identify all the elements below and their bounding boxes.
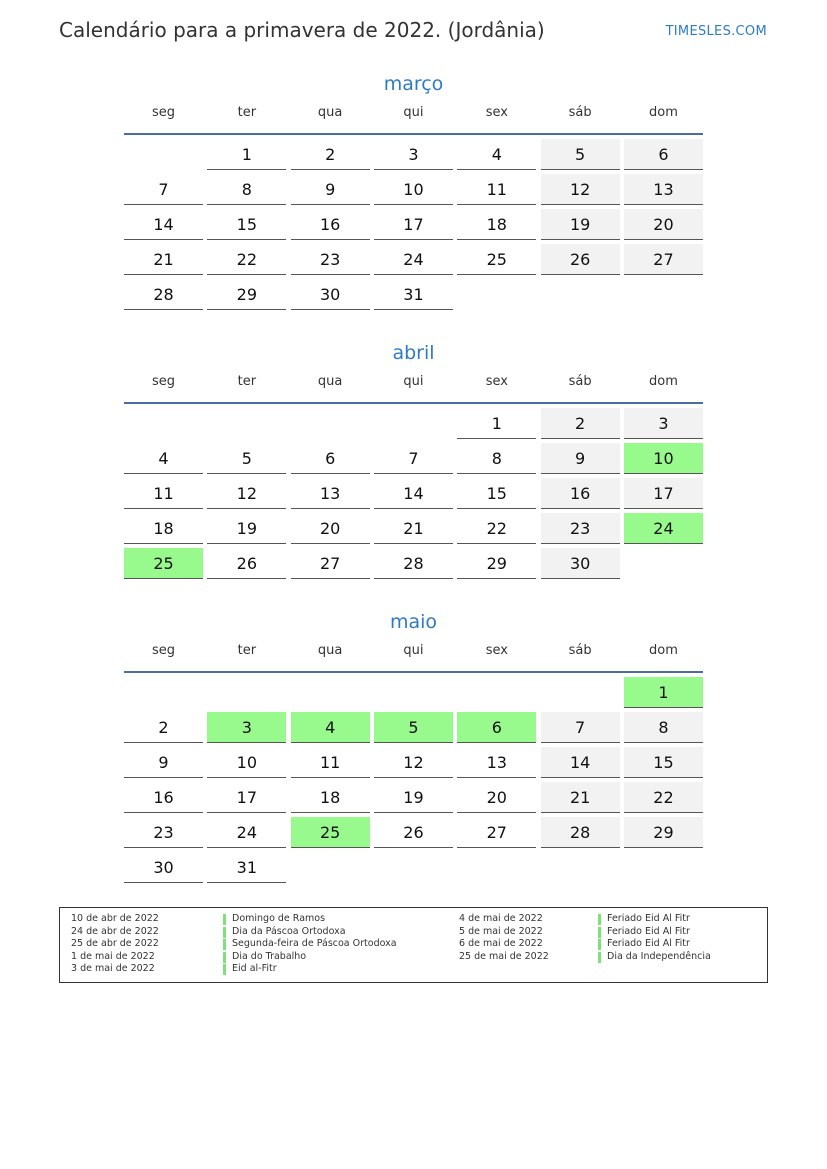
day-cell: 28 — [124, 279, 203, 310]
day-cell: 1 — [457, 408, 536, 439]
weekday-label: sex — [485, 105, 508, 120]
day-cell: 11 — [124, 478, 203, 509]
empty-day-cell — [457, 677, 536, 708]
week-row — [124, 174, 703, 205]
day-cell: 19 — [207, 513, 286, 544]
holiday-name: Dia da Páscoa Ortodoxa — [232, 925, 346, 937]
holiday-color-marker — [223, 914, 226, 925]
day-cell: 15 — [207, 209, 286, 240]
day-cell: 11 — [457, 174, 536, 205]
day-cell: 7 — [124, 174, 203, 205]
month-block — [124, 70, 703, 310]
day-cell: 8 — [207, 174, 286, 205]
day-cell: 8 — [624, 712, 703, 743]
weekday-label: dom — [649, 374, 678, 389]
day-cell: 14 — [124, 209, 203, 240]
holiday-day-cell: 25 — [124, 548, 203, 579]
empty-day-cell — [541, 677, 620, 708]
day-cell: 21 — [374, 513, 453, 544]
day-cell: 21 — [541, 782, 620, 813]
weekday-label: ter — [237, 374, 257, 389]
day-cell: 11 — [291, 747, 370, 778]
day-cell: 12 — [541, 174, 620, 205]
day-cell: 17 — [207, 782, 286, 813]
holiday-name: Feriado Eid Al Fitr — [607, 938, 690, 949]
holiday-name: Feriado Eid Al Fitr — [607, 925, 690, 937]
day-cell: 10 — [207, 747, 286, 778]
day-cell: 9 — [291, 174, 370, 205]
empty-day-cell — [374, 408, 453, 439]
day-cell: 14 — [541, 747, 620, 778]
day-cell: 15 — [624, 747, 703, 778]
day-cell: 2 — [124, 712, 203, 743]
holiday-entry — [71, 951, 397, 964]
day-cell: 30 — [541, 548, 620, 579]
day-cell: 30 — [291, 279, 370, 310]
holiday-day-cell: 10 — [624, 443, 703, 474]
day-cell: 30 — [124, 852, 203, 883]
weekday-label: sáb — [568, 374, 592, 389]
empty-day-cell — [291, 852, 370, 883]
holiday-name: Eid al-Fitr — [232, 963, 277, 974]
day-cell: 6 — [291, 443, 370, 474]
holiday-legend-right — [459, 913, 711, 963]
weekday-label: qui — [403, 374, 424, 389]
empty-day-cell — [457, 852, 536, 883]
holiday-legend-left — [71, 913, 397, 976]
week-row — [124, 677, 703, 708]
weekday-label: seg — [151, 105, 176, 120]
empty-day-cell — [624, 852, 703, 883]
holiday-date: 4 de mai de 2022 — [459, 913, 543, 924]
day-cell: 18 — [457, 209, 536, 240]
day-cell: 3 — [374, 139, 453, 170]
weekday-label: dom — [649, 643, 678, 658]
holiday-date: 25 de mai de 2022 — [459, 950, 549, 962]
day-cell: 6 — [624, 139, 703, 170]
day-cell: 25 — [457, 244, 536, 275]
day-cell: 27 — [291, 548, 370, 579]
day-cell: 12 — [207, 478, 286, 509]
empty-day-cell — [374, 852, 453, 883]
empty-day-cell — [291, 408, 370, 439]
holiday-date: 24 de abr de 2022 — [71, 925, 159, 937]
day-cell: 26 — [541, 244, 620, 275]
empty-day-cell — [124, 408, 203, 439]
page-title: Calendário para a primavera de 2022. (Jordânia) — [59, 18, 545, 42]
weekday-label: dom — [649, 105, 678, 120]
empty-day-cell — [207, 408, 286, 439]
empty-day-cell — [124, 139, 203, 170]
holiday-entry — [71, 926, 397, 939]
month-block — [124, 608, 703, 883]
holiday-entry — [71, 938, 397, 951]
weekday-label: sáb — [568, 643, 592, 658]
holiday-color-marker — [223, 939, 226, 950]
holiday-entry — [459, 951, 711, 964]
weekday-label: ter — [237, 643, 257, 658]
day-cell: 29 — [624, 817, 703, 848]
day-cell: 19 — [541, 209, 620, 240]
day-cell: 13 — [291, 478, 370, 509]
day-cell: 26 — [374, 817, 453, 848]
day-cell: 23 — [124, 817, 203, 848]
week-row — [124, 782, 703, 813]
day-cell: 3 — [624, 408, 703, 439]
holiday-color-marker — [223, 952, 226, 963]
weekday-label: ter — [237, 105, 257, 120]
holiday-entry — [71, 963, 397, 976]
month-name: abril — [392, 342, 435, 364]
day-cell: 13 — [457, 747, 536, 778]
weekday-label: qui — [403, 643, 424, 658]
holiday-day-cell: 6 — [457, 712, 536, 743]
day-cell: 4 — [457, 139, 536, 170]
day-cell: 10 — [374, 174, 453, 205]
weekday-header — [124, 371, 703, 404]
day-cell: 29 — [457, 548, 536, 579]
day-cell: 16 — [124, 782, 203, 813]
week-row — [124, 279, 703, 310]
empty-day-cell — [124, 677, 203, 708]
empty-day-cell — [291, 677, 370, 708]
week-row — [124, 408, 703, 439]
day-cell: 20 — [457, 782, 536, 813]
day-cell: 27 — [624, 244, 703, 275]
week-row — [124, 139, 703, 170]
holiday-date: 5 de mai de 2022 — [459, 925, 543, 937]
holiday-date: 25 de abr de 2022 — [71, 938, 159, 949]
weekday-header — [124, 640, 703, 673]
holiday-date: 10 de abr de 2022 — [71, 913, 159, 924]
holiday-entry — [459, 913, 711, 926]
day-cell: 23 — [291, 244, 370, 275]
week-row — [124, 209, 703, 240]
day-cell: 1 — [207, 139, 286, 170]
day-cell: 8 — [457, 443, 536, 474]
week-row — [124, 747, 703, 778]
day-cell: 22 — [207, 244, 286, 275]
day-cell: 17 — [624, 478, 703, 509]
holiday-color-marker — [598, 914, 601, 925]
holiday-color-marker — [598, 927, 601, 938]
weekday-label: qua — [317, 643, 343, 658]
holiday-name: Feriado Eid Al Fitr — [607, 913, 690, 924]
holiday-color-marker — [598, 939, 601, 950]
day-cell: 20 — [624, 209, 703, 240]
holiday-name: Dia da Independência — [607, 950, 711, 962]
day-cell: 22 — [457, 513, 536, 544]
day-cell: 31 — [207, 852, 286, 883]
week-row — [124, 712, 703, 743]
holiday-day-cell: 4 — [291, 712, 370, 743]
month-name: março — [383, 73, 444, 95]
holiday-date: 6 de mai de 2022 — [459, 938, 543, 949]
day-cell: 5 — [541, 139, 620, 170]
day-cell: 28 — [541, 817, 620, 848]
holiday-entry — [71, 913, 397, 926]
day-cell: 20 — [291, 513, 370, 544]
day-cell: 12 — [374, 747, 453, 778]
day-cell: 13 — [624, 174, 703, 205]
holiday-color-marker — [598, 952, 601, 963]
holiday-day-cell: 1 — [624, 677, 703, 708]
weekday-label: qua — [317, 105, 343, 120]
day-cell: 7 — [374, 443, 453, 474]
holiday-day-cell: 24 — [624, 513, 703, 544]
day-cell: 18 — [291, 782, 370, 813]
week-row — [124, 817, 703, 848]
week-row — [124, 244, 703, 275]
day-cell: 28 — [374, 548, 453, 579]
brand-link[interactable]: TIMESLES.COM — [665, 24, 767, 39]
weekday-label: qui — [403, 105, 424, 120]
day-cell: 16 — [291, 209, 370, 240]
month-block — [124, 339, 703, 579]
holiday-entry — [459, 926, 711, 939]
empty-day-cell — [457, 279, 536, 310]
weekday-label: seg — [151, 643, 176, 658]
empty-day-cell — [624, 279, 703, 310]
day-cell: 2 — [291, 139, 370, 170]
day-cell: 18 — [124, 513, 203, 544]
holiday-date: 3 de mai de 2022 — [71, 963, 155, 974]
weekday-label: seg — [151, 374, 176, 389]
empty-day-cell — [207, 677, 286, 708]
day-cell: 26 — [207, 548, 286, 579]
holiday-name: Domingo de Ramos — [232, 913, 326, 924]
week-row — [124, 548, 703, 579]
week-row — [124, 852, 703, 883]
holiday-name: Dia do Trabalho — [232, 950, 307, 962]
week-row — [124, 443, 703, 474]
holiday-entry — [459, 938, 711, 951]
day-cell: 9 — [124, 747, 203, 778]
week-row — [124, 513, 703, 544]
holiday-date: 1 de mai de 2022 — [71, 950, 155, 962]
day-cell: 15 — [457, 478, 536, 509]
day-cell: 22 — [624, 782, 703, 813]
day-cell: 7 — [541, 712, 620, 743]
day-cell: 21 — [124, 244, 203, 275]
holiday-name: Segunda-feira de Páscoa Ortodoxa — [232, 938, 397, 949]
empty-day-cell — [541, 279, 620, 310]
day-cell: 14 — [374, 478, 453, 509]
empty-day-cell — [541, 852, 620, 883]
day-cell: 2 — [541, 408, 620, 439]
day-cell: 4 — [124, 443, 203, 474]
holiday-day-cell: 5 — [374, 712, 453, 743]
weekday-label: qua — [317, 374, 343, 389]
weekday-label: sex — [485, 643, 508, 658]
holiday-day-cell: 25 — [291, 817, 370, 848]
day-cell: 23 — [541, 513, 620, 544]
day-cell: 17 — [374, 209, 453, 240]
holiday-legend — [59, 907, 768, 983]
month-name: maio — [389, 611, 438, 633]
day-cell: 29 — [207, 279, 286, 310]
day-cell: 5 — [207, 443, 286, 474]
empty-day-cell — [624, 548, 703, 579]
day-cell: 31 — [374, 279, 453, 310]
day-cell: 27 — [457, 817, 536, 848]
week-row — [124, 478, 703, 509]
day-cell: 16 — [541, 478, 620, 509]
day-cell: 19 — [374, 782, 453, 813]
empty-day-cell — [374, 677, 453, 708]
day-cell: 9 — [541, 443, 620, 474]
holiday-day-cell: 3 — [207, 712, 286, 743]
weekday-header — [124, 102, 703, 135]
weekday-label: sex — [485, 374, 508, 389]
day-cell: 24 — [207, 817, 286, 848]
day-cell: 24 — [374, 244, 453, 275]
weekday-label: sáb — [568, 105, 592, 120]
holiday-color-marker — [223, 927, 226, 938]
holiday-color-marker — [223, 964, 226, 975]
